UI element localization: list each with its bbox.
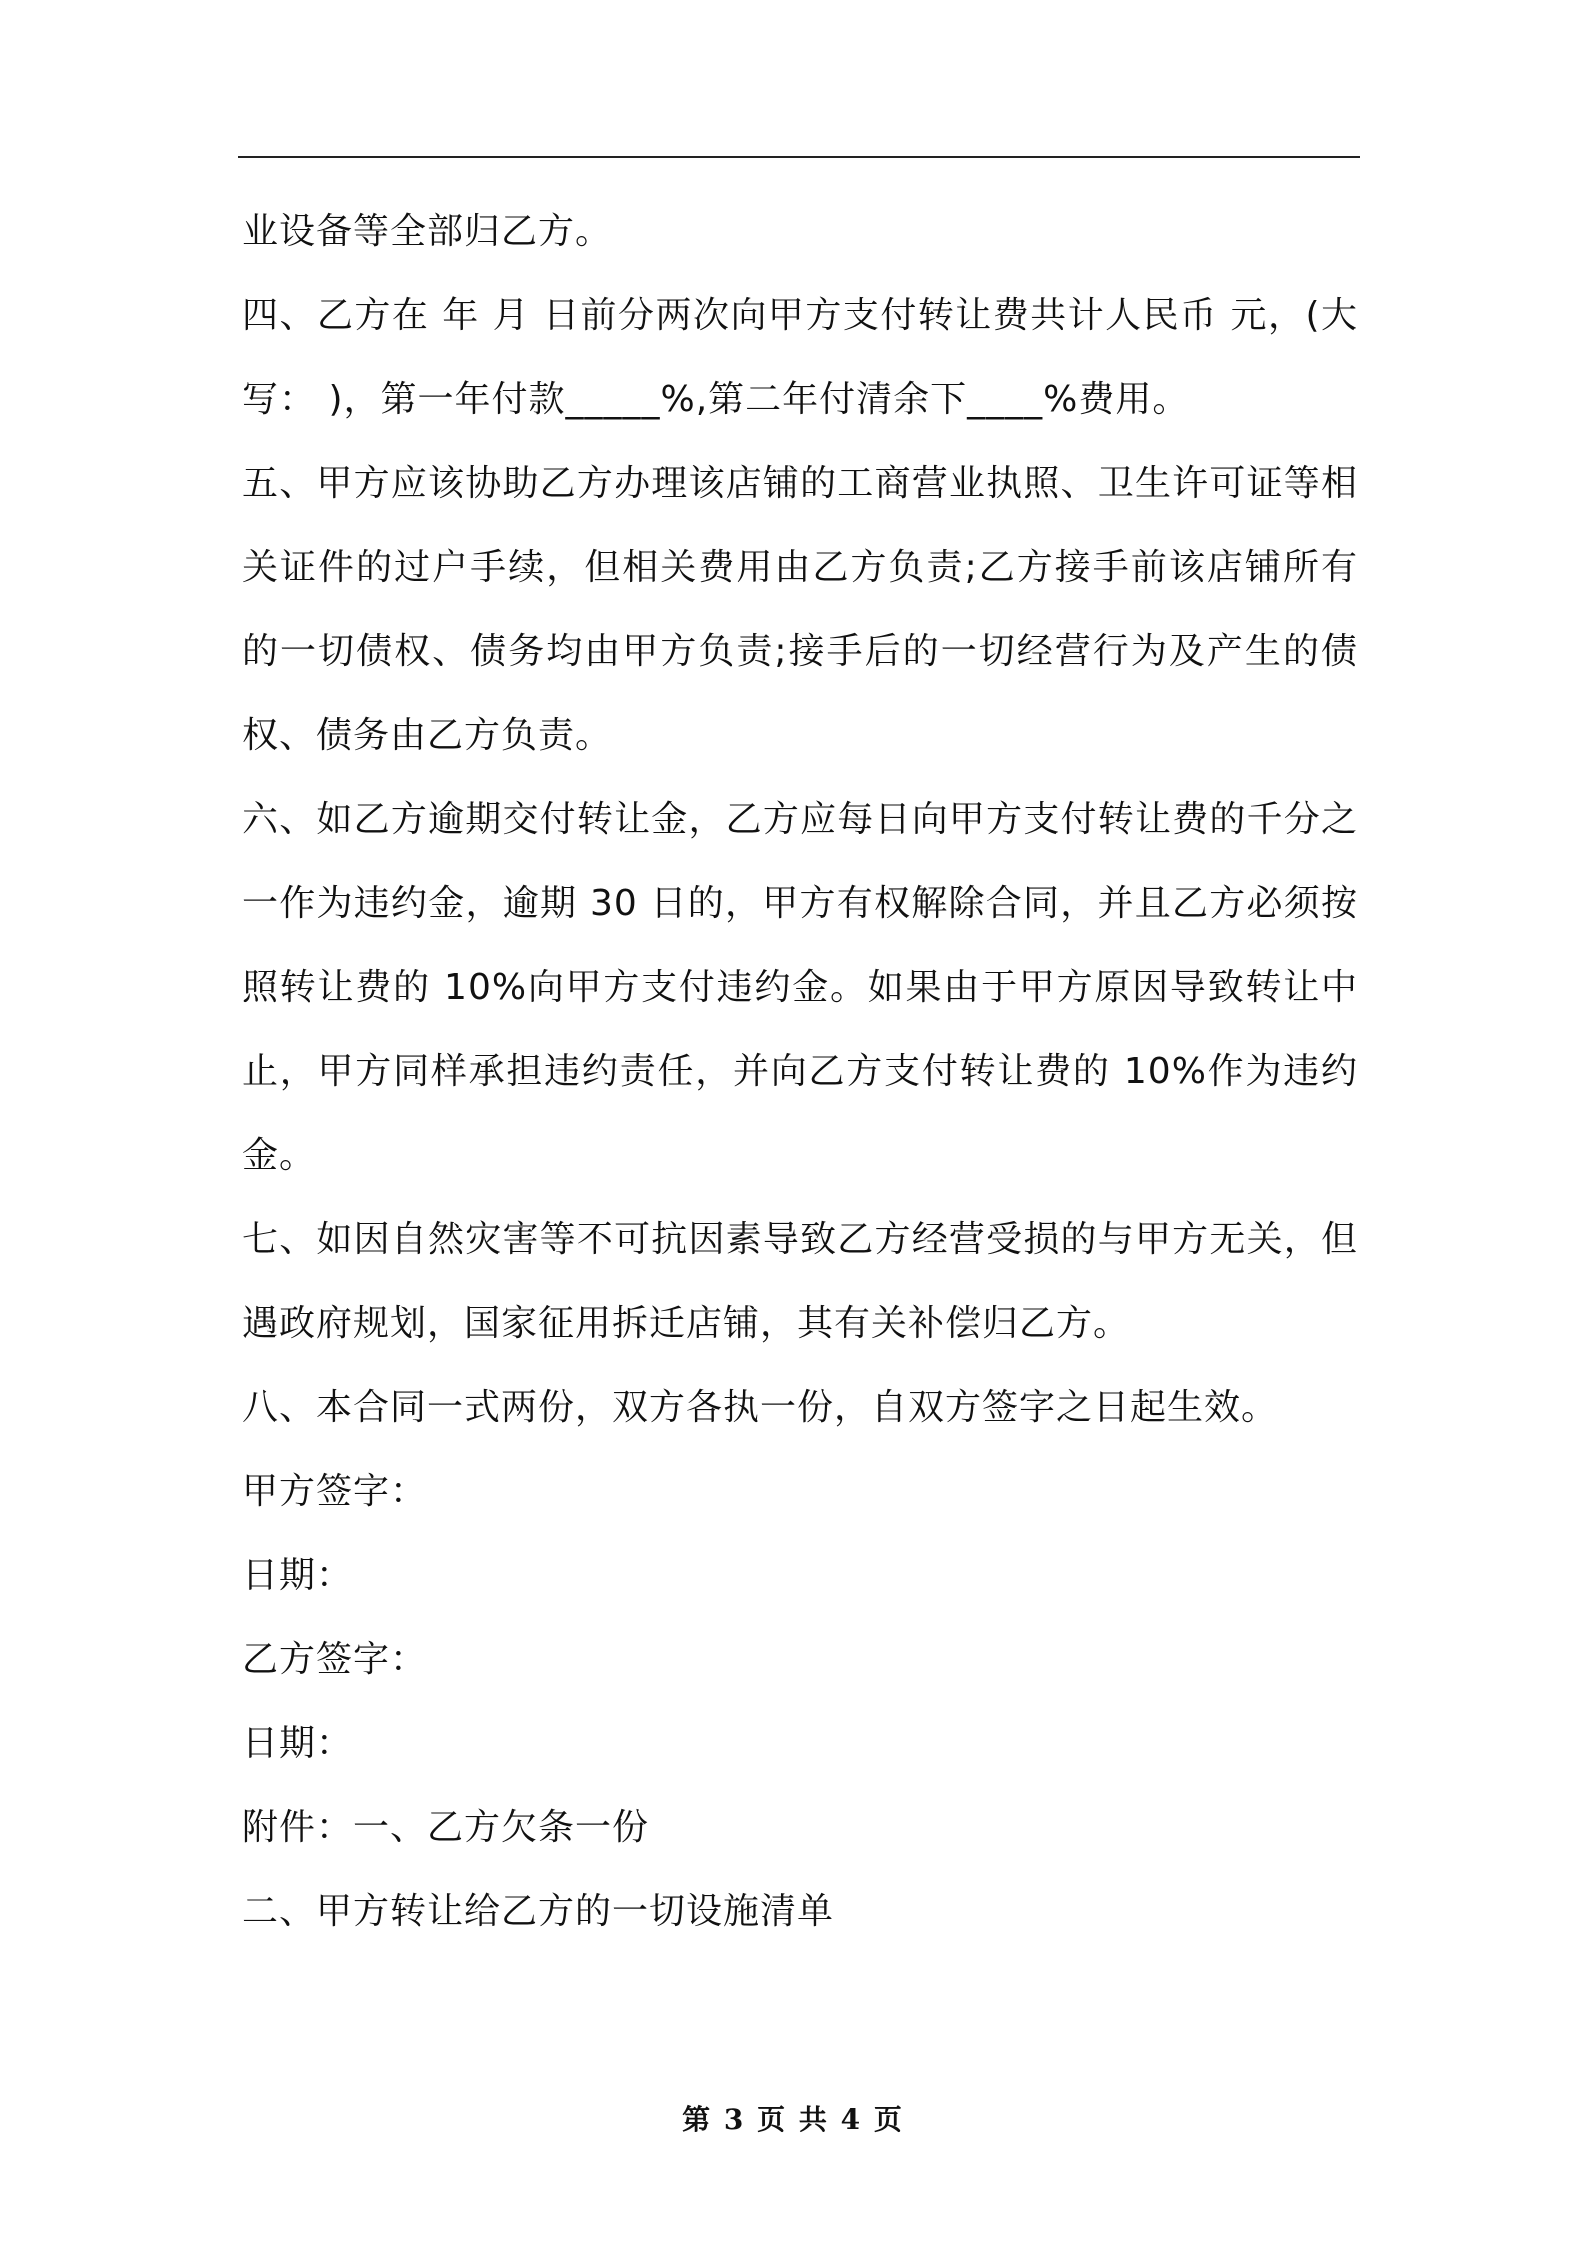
party-b-date-label: 日期： — [242, 1723, 354, 1764]
document-body — [242, 190, 1358, 1954]
clause-four-payment: 四、乙方在 年 月 日前分两次向甲方支付转让费共计人民币 元，(大写： )，第一年付款_____%,第二年付清余下____%费用。 — [242, 295, 1358, 420]
clause-eight-copies: 八、本合同一式两份，双方各执一份，自双方签字之日起生效。 — [242, 1387, 1279, 1428]
clause-five-licenses: 五、甲方应该协助乙方办理该店铺的工商营业执照、卫生许可证等相关证件的过户手续，但相关费用由乙方负责;乙方接手前该店铺所有的一切债权、债务均由甲方负责;接手后的一切经营行为及产生的债权、债务由乙方负责。 — [242, 463, 1358, 756]
page-number: 第 3 页 共 4 页 — [682, 2103, 904, 2136]
party-a-signature-label: 甲方签字： — [242, 1471, 428, 1512]
clause-six-late-payment: 六、如乙方逾期交付转让金，乙方应每日向甲方支付转让费的千分之一作为违约金，逾期 30 日的，甲方有权解除合同，并且乙方必须按照转让费的 10%向甲方支付违约金。如果由于甲方原因导致转让中止，甲方同样承担违约责任，并向乙方支付转让费的 10%作为违约金。 — [242, 799, 1358, 1176]
header-rule — [238, 156, 1360, 158]
party-a-date-label: 日期： — [242, 1555, 354, 1596]
clause-seven-force-majeure: 七、如因自然灾害等不可抗因素导致乙方经营受损的与甲方无关，但遇政府规划，国家征用拆迁店铺，其有关补偿归乙方。 — [242, 1219, 1358, 1344]
party-b-signature-label: 乙方签字： — [242, 1639, 428, 1680]
paragraph-equipment-ownership: 业设备等全部归乙方。 — [242, 211, 613, 252]
attachment-two: 二、甲方转让给乙方的一切设施清单 — [242, 1891, 835, 1932]
attachment-one: 附件：一、乙方欠条一份 — [242, 1807, 650, 1848]
